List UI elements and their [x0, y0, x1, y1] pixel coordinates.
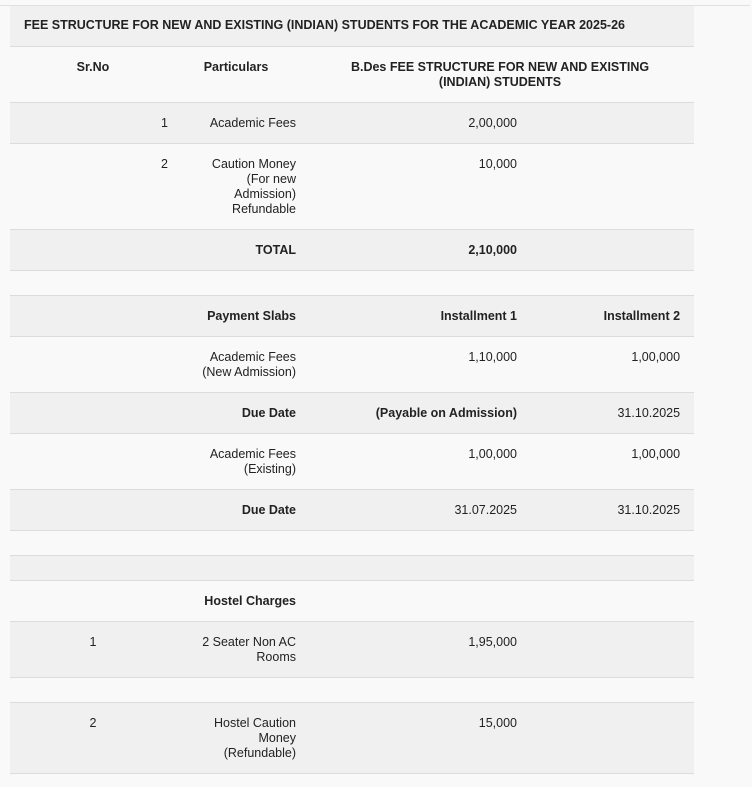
table-row: [10, 144, 694, 230]
payment-label: Due Date: [176, 393, 296, 434]
sr-no: 2: [10, 703, 176, 774]
table-row: [10, 103, 694, 144]
table-title-row: [10, 6, 694, 47]
particular: Hostel Caution Money (Refundable): [176, 703, 296, 774]
hostel-row: [10, 703, 694, 774]
payment-slabs-header: Payment Slabs: [176, 296, 296, 337]
fee-structure-table: [10, 6, 694, 774]
installment-2-header: Installment 2: [521, 296, 694, 337]
installment-2: 1,00,000: [521, 434, 694, 490]
sr-no: 1: [10, 103, 176, 144]
sr-no: 1: [10, 622, 176, 678]
hostel-row: [10, 622, 694, 678]
installment-1-header: Installment 1: [296, 296, 521, 337]
total-row: [10, 230, 694, 271]
amount: 2,00,000: [296, 103, 521, 144]
particular: 2 Seater Non AC Rooms: [176, 622, 296, 678]
sr-no: 2: [10, 144, 176, 230]
installment-2: 1,00,000: [521, 337, 694, 393]
payment-row: [10, 490, 694, 531]
installment-2: 31.10.2025: [521, 490, 694, 531]
hostel-charges-header: Hostel Charges: [176, 581, 296, 622]
particular: Academic Fees: [176, 103, 296, 144]
spacer-row: [10, 531, 694, 556]
header-row: [10, 47, 694, 103]
payment-label: Academic Fees (New Admission): [176, 337, 296, 393]
payment-row: [10, 337, 694, 393]
installment-2: 31.10.2025: [521, 393, 694, 434]
header-particulars: Particulars: [176, 47, 296, 103]
amount: 1,95,000: [296, 622, 521, 678]
payment-row: [10, 393, 694, 434]
hostel-header-row: [10, 581, 694, 622]
installment-1: 1,00,000: [296, 434, 521, 490]
header-structure: B.Des FEE STRUCTURE FOR NEW AND EXISTING (INDIAN) STUDENTS: [296, 47, 694, 103]
payment-row: [10, 434, 694, 490]
installment-1: 1,10,000: [296, 337, 521, 393]
installment-1: (Payable on Admission): [296, 393, 521, 434]
payment-header-row: [10, 296, 694, 337]
installment-1: 31.07.2025: [296, 490, 521, 531]
particular: Caution Money (For new Admission) Refundable: [176, 144, 296, 230]
empty-row: [10, 556, 694, 581]
amount: 15,000: [296, 703, 521, 774]
spacer-row: [10, 678, 694, 703]
total-label: TOTAL: [176, 230, 296, 271]
payment-label: Academic Fees (Existing): [176, 434, 296, 490]
total-amount: 2,10,000: [296, 230, 521, 271]
amount: 10,000: [296, 144, 521, 230]
spacer-row: [10, 271, 694, 296]
header-sr-no: Sr.No: [10, 47, 176, 103]
table-title: FEE STRUCTURE FOR NEW AND EXISTING (INDIAN) STUDENTS FOR THE ACADEMIC YEAR 2025-26: [10, 6, 694, 47]
payment-label: Due Date: [176, 490, 296, 531]
